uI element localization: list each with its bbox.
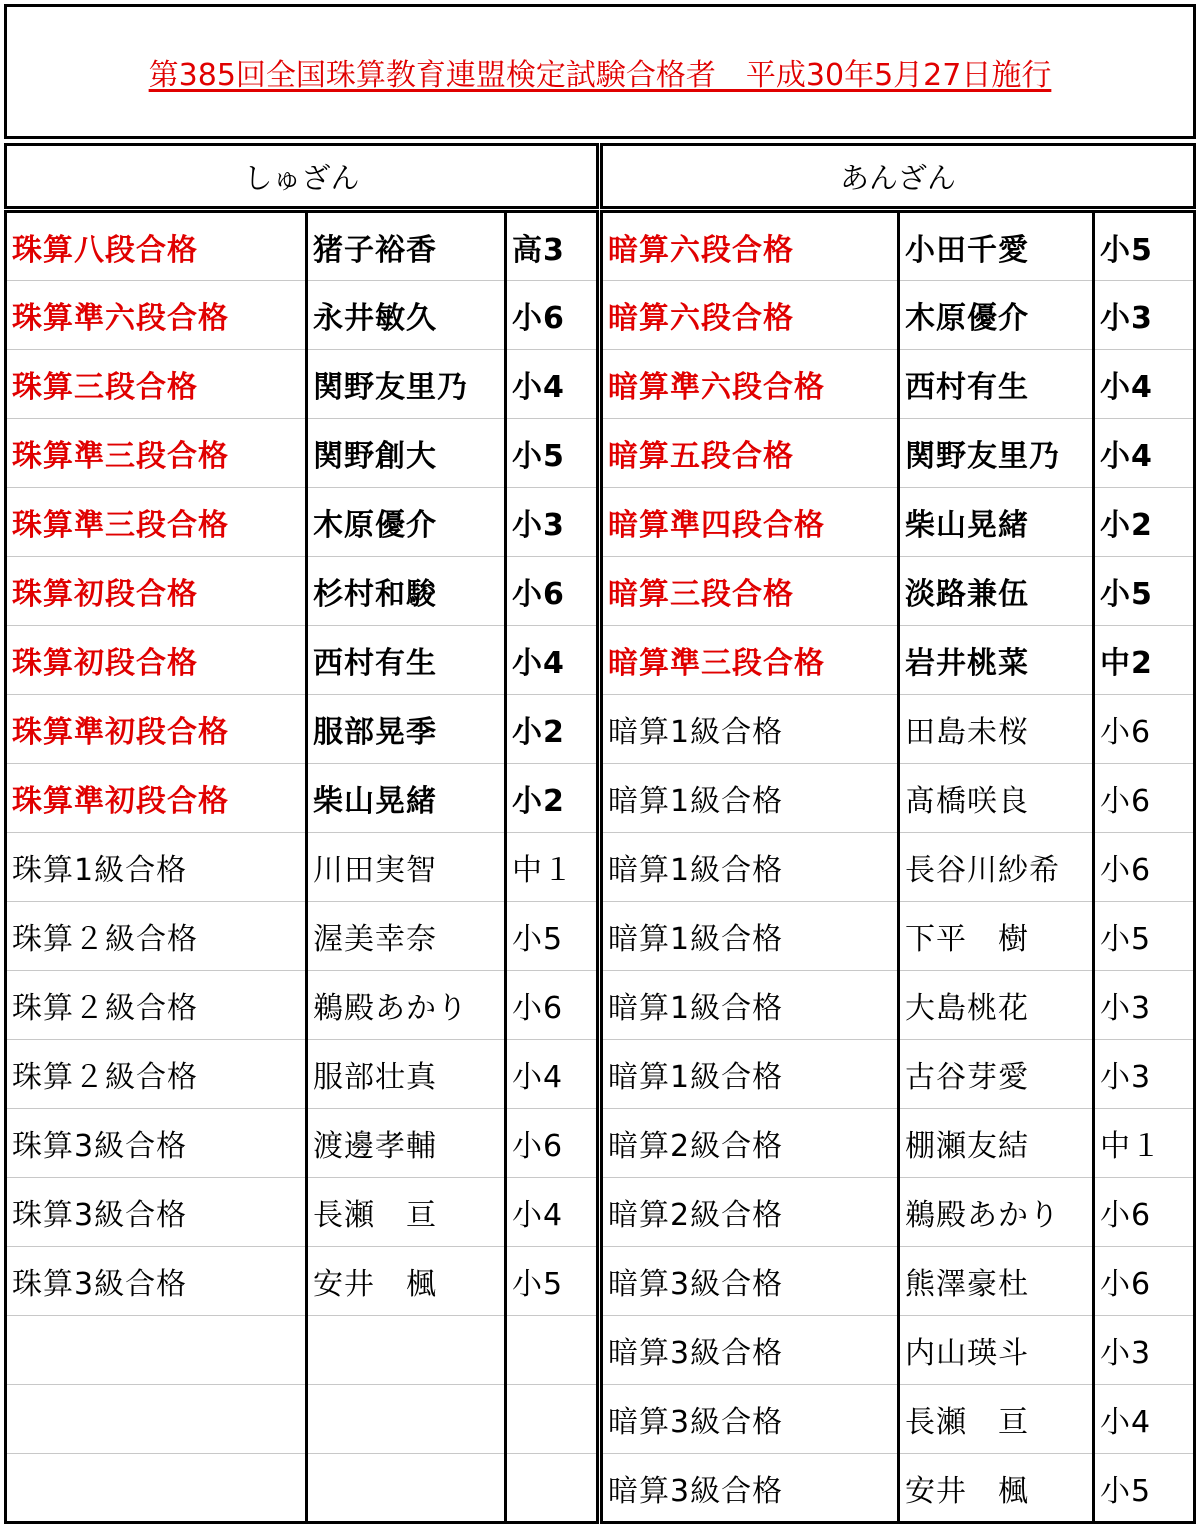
grade-cell: 珠算２級合格 [6,1040,307,1109]
grade-cell: 暗算六段合格 [602,212,899,281]
name-cell: 杉村和駿 [307,557,506,626]
table-row [6,971,598,1040]
name-cell: 柴山晃緒 [899,488,1094,557]
grade-cell: 珠算1級合格 [6,833,307,902]
table-row [602,488,1195,557]
title-banner [4,4,1196,139]
school-grade-cell: 小3 [506,488,598,557]
table-row [602,1316,1195,1385]
school-grade-cell: 小5 [1094,557,1195,626]
school-grade-cell: 小6 [506,971,598,1040]
school-grade-cell: 小2 [1094,488,1195,557]
name-cell: 渡邊孝輔 [307,1109,506,1178]
shuzan-results-table [4,210,599,1524]
school-grade-cell: 小5 [506,1247,598,1316]
section-header-label: しゅざん [243,160,360,195]
grade-cell: 珠算3級合格 [6,1109,307,1178]
name-cell: 鵜殿あかり [307,971,506,1040]
grade-cell: 暗算六段合格 [602,281,899,350]
grade-cell: 暗算準六段合格 [602,350,899,419]
table-row [6,1040,598,1109]
name-cell: 安井 楓 [307,1247,506,1316]
name-cell: 長瀬 亘 [899,1385,1094,1454]
name-cell: 柴山晃緒 [307,764,506,833]
table-row [6,419,598,488]
school-grade-cell: 中2 [1094,626,1195,695]
school-grade-cell: 小6 [1094,833,1195,902]
table-row [602,833,1195,902]
grade-cell: 珠算初段合格 [6,626,307,695]
table-row [6,557,598,626]
name-cell: 淡路兼伍 [899,557,1094,626]
table-row [602,1178,1195,1247]
grade-cell: 珠算八段合格 [6,212,307,281]
grade-cell: 暗算3級合格 [602,1316,899,1385]
table-row [6,350,598,419]
table-row [602,626,1195,695]
table-row [6,626,598,695]
table-row [602,281,1195,350]
name-cell [307,1454,506,1523]
name-cell: 川田実智 [307,833,506,902]
table-row [602,557,1195,626]
name-cell: 大島桃花 [899,971,1094,1040]
grade-cell: 暗算1級合格 [602,764,899,833]
name-cell [307,1316,506,1385]
name-cell: 田島未桜 [899,695,1094,764]
grade-cell: 暗算1級合格 [602,971,899,1040]
name-cell: 服部壮真 [307,1040,506,1109]
table-row [602,971,1195,1040]
grade-cell: 暗算準三段合格 [602,626,899,695]
table-row [602,902,1195,971]
name-cell: 木原優介 [307,488,506,557]
name-cell [307,1385,506,1454]
school-grade-cell: 小5 [1100,1473,1152,1509]
table-row [602,1040,1195,1109]
grade-cell: 暗算1級合格 [602,902,899,971]
school-grade-cell: 小5 [506,902,598,971]
school-grade-cell: 小2 [506,695,598,764]
school-grade-cell: 小6 [506,557,598,626]
grade-cell: 珠算3級合格 [6,1178,307,1247]
name-cell: 熊澤豪杜 [899,1247,1094,1316]
anzan-results-table [600,210,1196,1524]
table-row [602,1454,1195,1523]
name-cell: 髙橋咲良 [899,764,1094,833]
grade-cell: 珠算三段合格 [6,350,307,419]
school-grade-cell: 小3 [1094,281,1195,350]
name-cell: 長谷川紗希 [899,833,1094,902]
school-grade-cell: 小5 [1094,902,1195,971]
name-cell: 内山瑛斗 [899,1316,1094,1385]
school-grade-cell [506,1385,598,1454]
school-grade-cell: 小5 [506,419,598,488]
grade-cell: 暗算1級合格 [602,833,899,902]
grade-cell: 珠算２級合格 [6,902,307,971]
name-cell: 関野友里乃 [307,350,506,419]
table-row [6,488,598,557]
table-row [6,1316,598,1385]
school-grade-cell [506,1454,598,1523]
name-cell: 古谷芽愛 [899,1040,1094,1109]
name-cell: 長瀬 亘 [307,1178,506,1247]
table-row [6,833,598,902]
grade-cell: 珠算準三段合格 [6,419,307,488]
name-cell: 鵜殿あかり [899,1178,1094,1247]
school-grade-cell [506,1316,598,1385]
grade-cell: 暗算準四段合格 [602,488,899,557]
school-grade-cell: 小4 [1094,419,1195,488]
anzan-results-body [602,212,1195,1523]
grade-cell: 珠算準初段合格 [6,764,307,833]
grade-cell: 暗算1級合格 [602,1040,899,1109]
shuzan-results-body [6,212,598,1523]
grade-cell [6,1385,307,1454]
table-row [602,1109,1195,1178]
grade-cell: 暗算2級合格 [602,1178,899,1247]
table-row [6,1247,598,1316]
name-cell: 永井敏久 [307,281,506,350]
name-cell: 下平 樹 [899,902,1094,971]
table-row [6,281,598,350]
table-row [6,764,598,833]
school-grade-cell: 小4 [506,1178,598,1247]
table-row [602,350,1195,419]
table-row [6,1109,598,1178]
school-grade-cell: 小3 [1094,971,1195,1040]
school-grade-cell: 高3 [506,212,598,281]
school-grade-cell: 小5 [1094,212,1195,281]
table-row [602,1247,1195,1316]
school-grade-cell: 小4 [506,350,598,419]
grade-cell [6,1316,307,1385]
school-grade-cell: 小2 [506,764,598,833]
school-grade-cell: 小3 [1094,1040,1195,1109]
grade-cell: 暗算五段合格 [602,419,899,488]
table-row [6,212,598,281]
school-grade-cell: 中１ [506,833,598,902]
name-cell: 西村有生 [899,350,1094,419]
school-grade-cell: 小3 [1094,1316,1195,1385]
table-row [6,902,598,971]
section-header-shuzan [4,143,599,209]
grade-cell: 珠算準三段合格 [6,488,307,557]
table-row [602,695,1195,764]
name-cell: 西村有生 [307,626,506,695]
school-grade-cell: 小4 [1094,1385,1195,1454]
grade-cell: 珠算準六段合格 [6,281,307,350]
table-row [602,1385,1195,1454]
name-cell: 服部晃季 [307,695,506,764]
name-cell: 棚瀬友結 [899,1109,1094,1178]
table-row [6,1178,598,1247]
grade-cell: 珠算3級合格 [6,1247,307,1316]
grade-cell: 暗算3級合格 [602,1385,899,1454]
table-row [602,419,1195,488]
school-grade-cell: 小6 [1094,764,1195,833]
table-row [602,764,1195,833]
grade-cell: 暗算3級合格 [602,1247,899,1316]
grade-cell: 珠算２級合格 [6,971,307,1040]
name-cell: 猪子裕香 [307,212,506,281]
section-header-label: あんざん [839,160,956,195]
name-cell: 渥美幸奈 [307,902,506,971]
grade-cell: 珠算初段合格 [6,557,307,626]
table-row [6,1454,598,1523]
name-cell: 岩井桃菜 [899,626,1094,695]
school-grade-cell: 小4 [506,1040,598,1109]
section-header-anzan [600,143,1196,209]
school-grade-cell: 小6 [1094,1178,1195,1247]
table-row [6,1385,598,1454]
name-cell: 関野友里乃 [899,419,1094,488]
grade-cell [6,1454,307,1523]
school-grade-cell: 小6 [506,1109,598,1178]
page-title[interactable]: 第385回全国珠算教育連盟検定試験合格者 平成30年5月27日施行 [148,57,1052,93]
grade-cell: 暗算三段合格 [602,557,899,626]
table-row [602,212,1195,281]
school-grade-cell: 小4 [1094,350,1195,419]
name-cell: 安井 楓 [899,1454,1094,1523]
name-cell: 木原優介 [899,281,1094,350]
school-grade-cell: 小6 [506,281,598,350]
grade-cell: 暗算3級合格 [602,1454,899,1523]
name-cell: 関野創大 [307,419,506,488]
school-grade-cell: 小6 [1094,1247,1195,1316]
grade-cell: 珠算準初段合格 [6,695,307,764]
school-grade-cell: 小6 [1094,695,1195,764]
grade-cell: 暗算2級合格 [602,1109,899,1178]
table-row [6,695,598,764]
name-cell: 小田千愛 [899,212,1094,281]
grade-cell: 暗算1級合格 [602,695,899,764]
school-grade-cell: 中１ [1094,1109,1195,1178]
school-grade-cell: 小4 [506,626,598,695]
